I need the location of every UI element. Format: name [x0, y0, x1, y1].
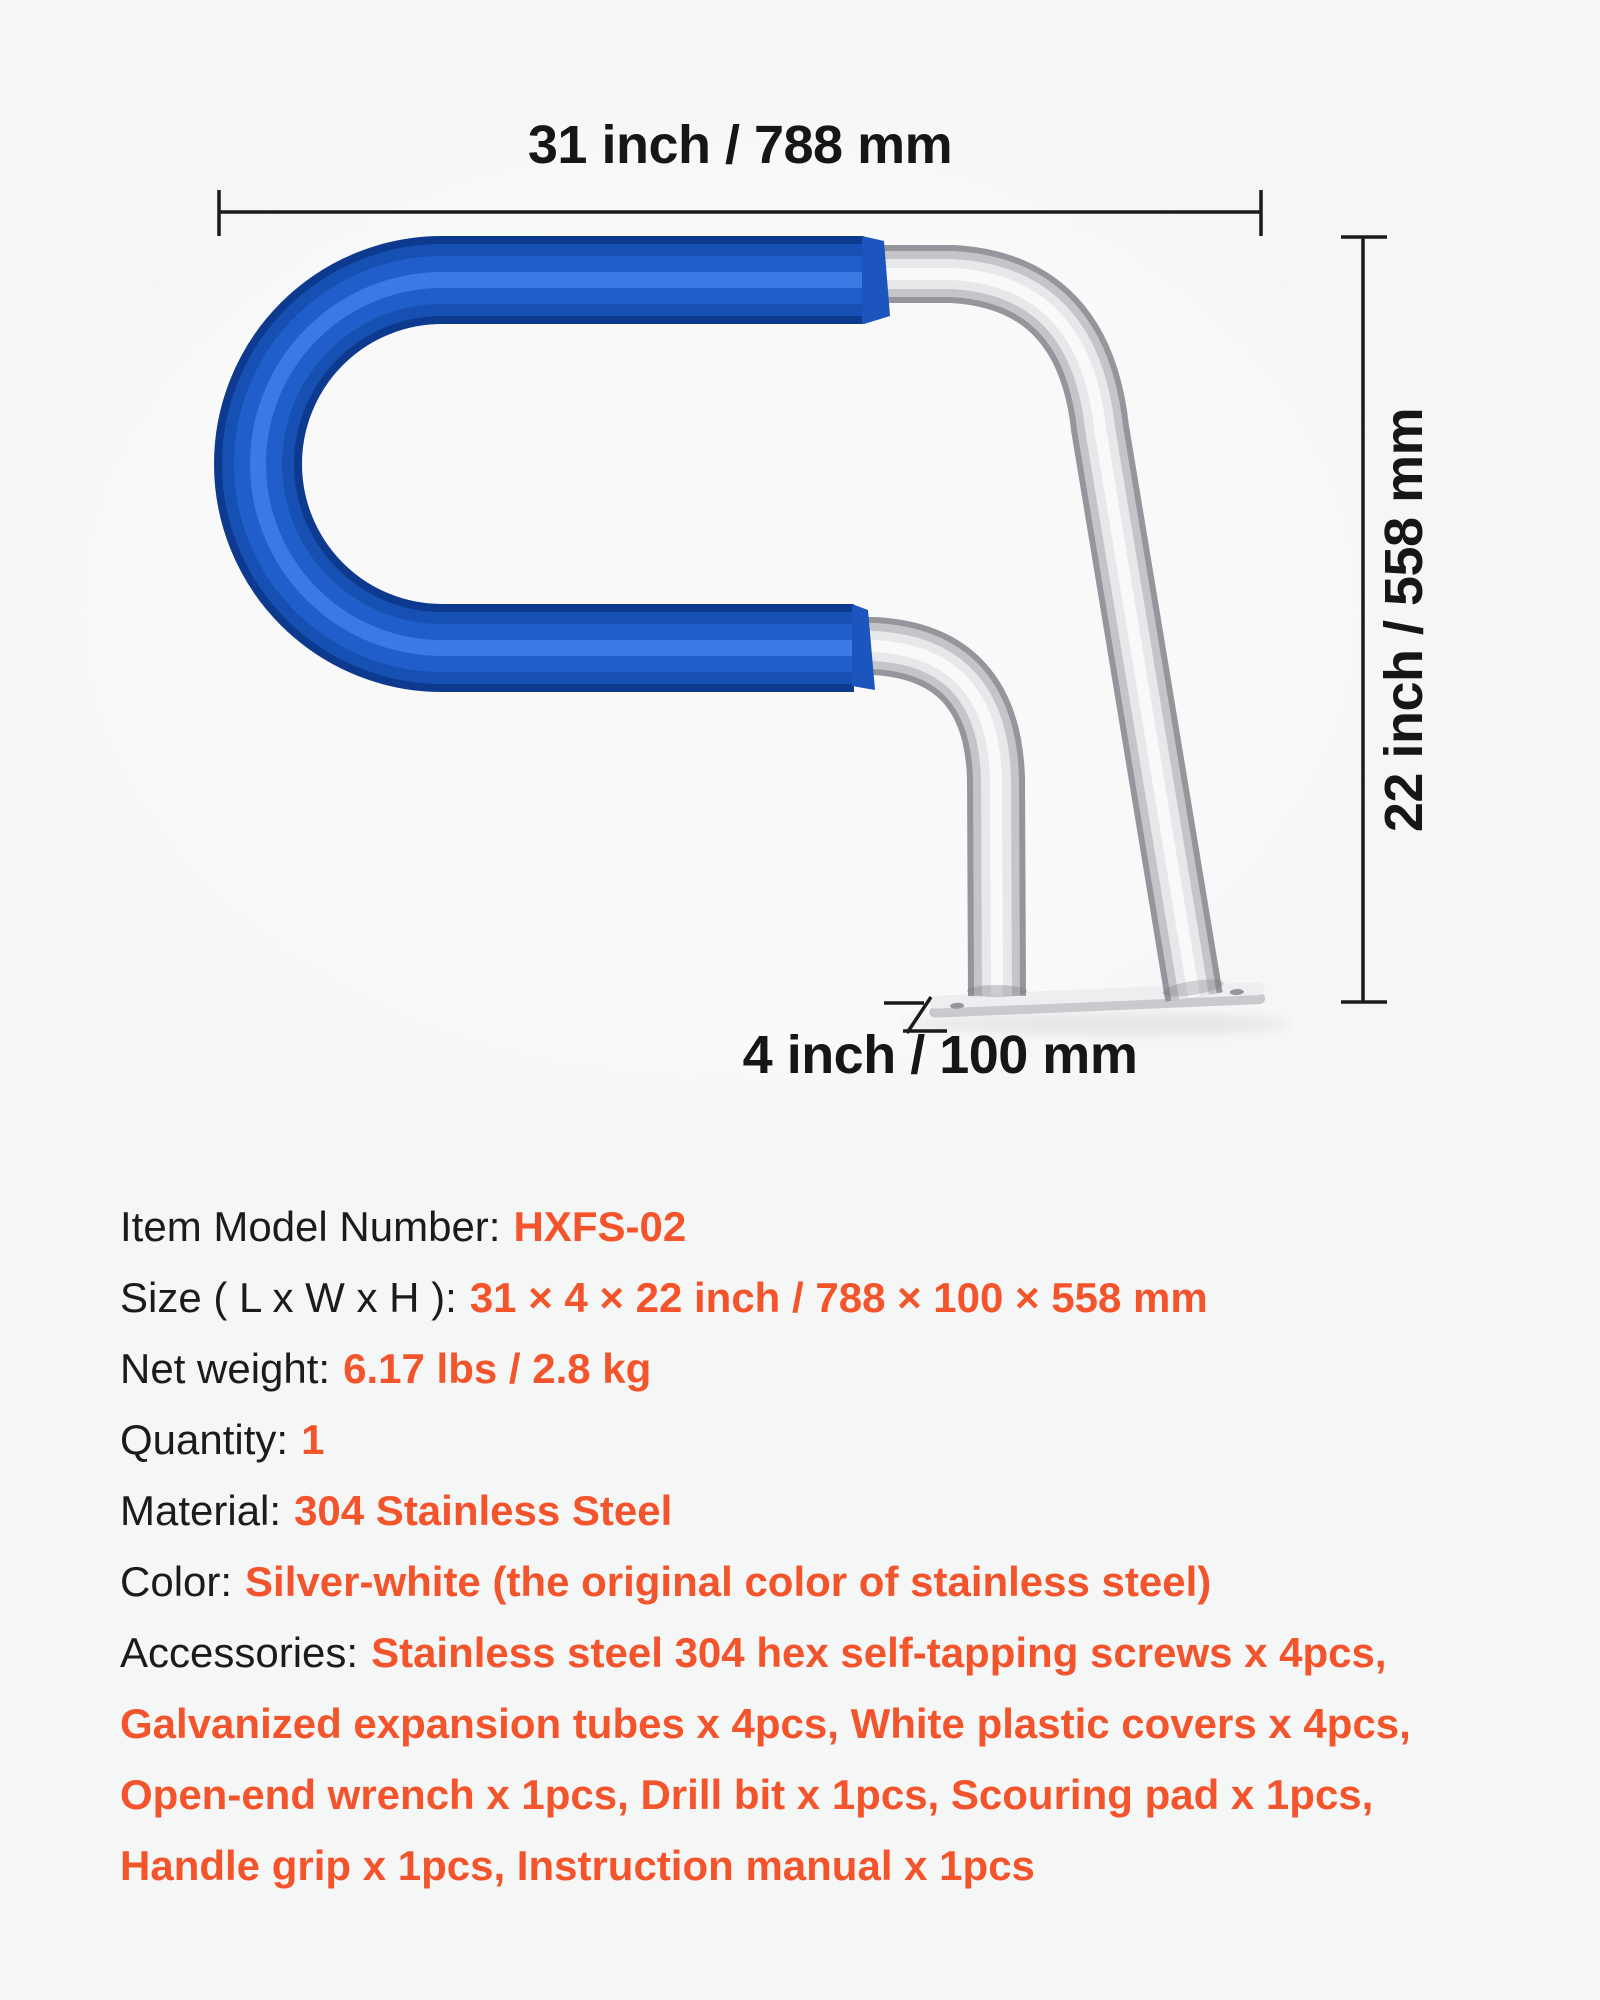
spec-label: Size ( L x W x H ): — [120, 1274, 457, 1321]
spec-row-weight — [120, 1333, 1540, 1404]
spec-value: Galvanized expansion tubes x 4pcs, White plastic covers x 4pcs, — [120, 1700, 1411, 1747]
spec-row-accessories-cont — [120, 1759, 1540, 1830]
spec-value: Silver-white (the original color of stainless steel) — [245, 1558, 1212, 1605]
spec-label: Color: — [120, 1558, 233, 1605]
spec-value: 1 — [301, 1416, 325, 1463]
spec-list — [120, 1191, 1540, 1901]
spec-row-accessories — [120, 1617, 1540, 1688]
spec-row-material — [120, 1475, 1540, 1546]
spec-row-color — [120, 1546, 1540, 1617]
spec-row-accessories-cont — [120, 1830, 1540, 1901]
spec-label: Material: — [120, 1487, 282, 1534]
spec-label: Item Model Number: — [120, 1203, 501, 1250]
spec-value: Stainless steel 304 hex self-tapping screws x 4pcs, — [371, 1629, 1387, 1676]
spec-value: HXFS-02 — [513, 1203, 687, 1250]
spec-row-model — [120, 1191, 1540, 1262]
tube-weld-shadow — [967, 985, 1027, 997]
spec-row-quantity — [120, 1404, 1540, 1475]
spec-value: 304 Stainless Steel — [294, 1487, 673, 1534]
spec-value: Open-end wrench x 1pcs, Drill bit x 1pcs, Scouring pad x 1pcs, — [120, 1771, 1374, 1818]
spec-value: 6.17 lbs / 2.8 kg — [343, 1345, 652, 1392]
spec-row-accessories-cont — [120, 1688, 1540, 1759]
spec-row-size — [120, 1262, 1540, 1333]
spec-value: 31 × 4 × 22 inch / 788 × 100 × 558 mm — [469, 1274, 1208, 1321]
spec-value: Handle grip x 1pcs, Instruction manual x 1pcs — [120, 1842, 1035, 1889]
depth-dimension-label: 4 inch / 100 mm — [742, 1025, 1138, 1085]
width-dimension-label: 31 inch / 788 mm — [527, 115, 953, 175]
spec-label: Accessories: — [120, 1629, 359, 1676]
spec-label: Net weight: — [120, 1345, 331, 1392]
height-dimension-label: 22 inch / 558 mm — [1374, 407, 1434, 833]
spec-label: Quantity: — [120, 1416, 289, 1463]
